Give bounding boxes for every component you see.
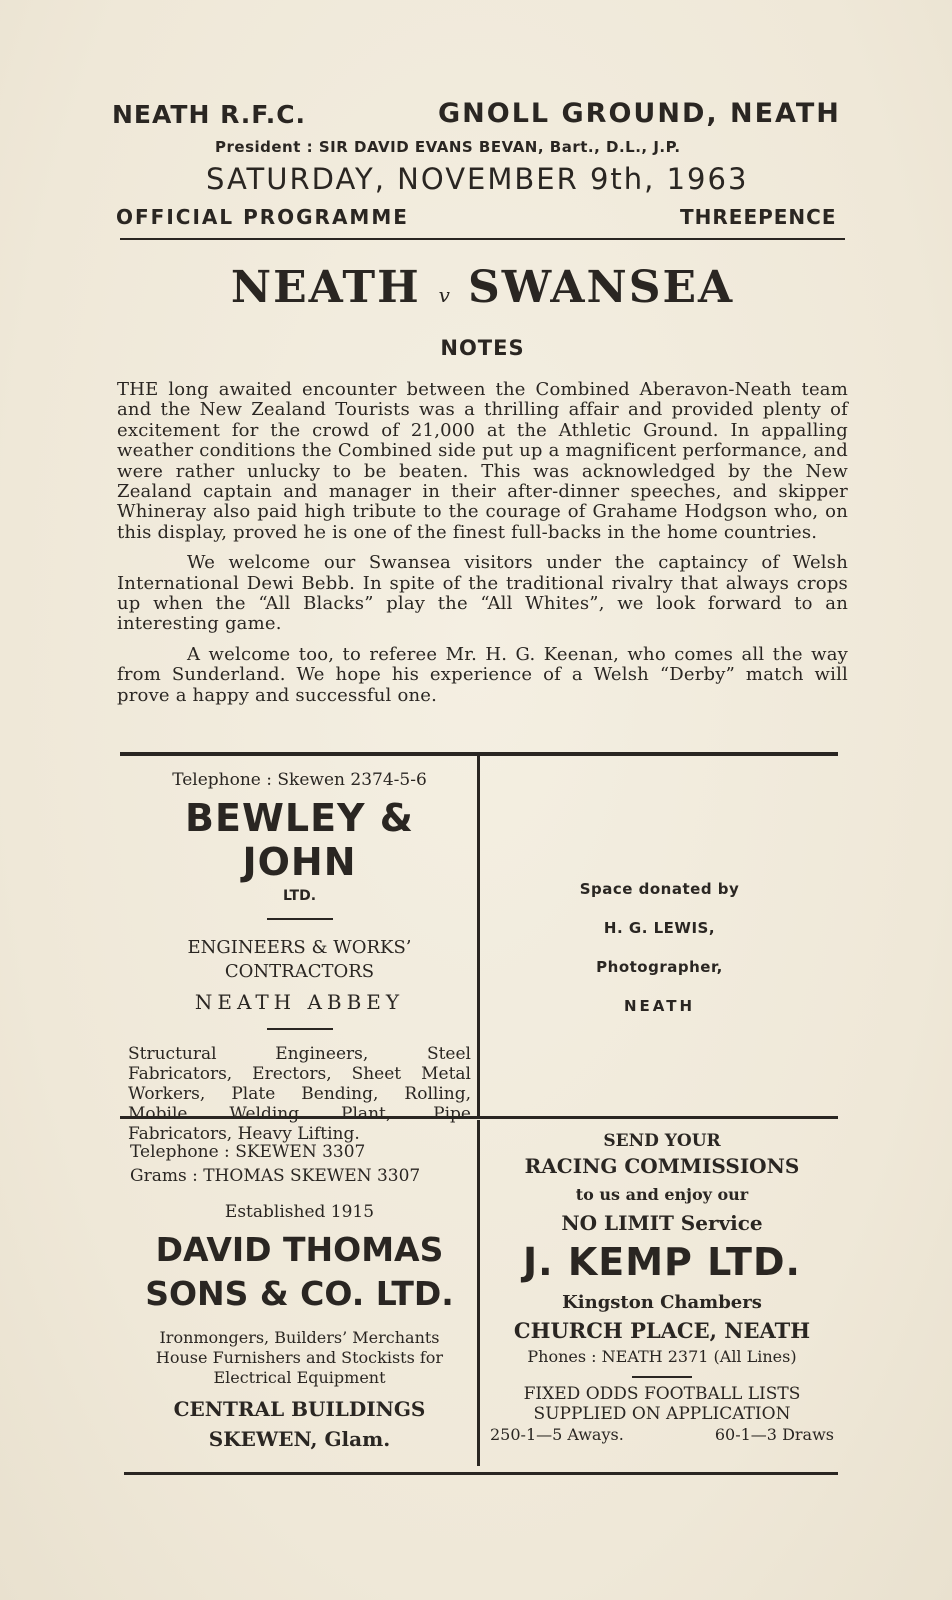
kemp-phones: Phones : NEATH 2371 (All Lines) xyxy=(527,1347,797,1366)
notes-title: NOTES xyxy=(440,336,525,360)
kemp-fixed-odds: SUPPLIED ON APPLICATION xyxy=(533,1404,791,1424)
kemp-odds xyxy=(482,1424,842,1446)
lewis-line: Space donated by xyxy=(579,880,740,898)
thomas-desc-line: Electrical Equipment xyxy=(213,1368,386,1387)
bewley-john-advert xyxy=(122,770,477,1144)
kemp-racing: RACING COMMISSIONS xyxy=(524,1154,800,1178)
notes-paragraph: A welcome too, to referee Mr. H. G. Keenan, who comes all the way from Sunderland. We hope his experience of a Welsh “Derby” match will prove a happy and successful one. xyxy=(117,643,848,706)
bewley-divider xyxy=(267,918,333,920)
lewis-advert xyxy=(482,870,837,1026)
notes-body xyxy=(117,380,848,716)
ads-bottom-rule xyxy=(124,1472,838,1475)
bewley-company-name: BEWLEY & JOHN xyxy=(185,796,414,884)
bewley-trade-line: CONTRACTORS xyxy=(224,961,375,982)
kemp-odds-draws: 60-1—3 Draws xyxy=(714,1425,834,1444)
lewis-location: NEATH xyxy=(623,997,696,1015)
kemp-service: NO LIMIT Service xyxy=(561,1211,763,1235)
notes-paragraph: THE long awaited encounter between the Combined Aberavon-Neath team and the New Zealand Tourists was a thrilling affair and provided plenty of excitement for the crowd of 21,000 at the Athletic Ground. In appalling weather conditions the Combined side put up a magnificent performance, and were rather unlucky to be beaten. This was acknowledged by the New Zealand captain and manager in their after-dinner speeches, and skipper Whineray also paid high tribute to the courage of Grahame Hodgson who, on this display, proved he is one of the finest full-backs in the home countries. xyxy=(117,379,848,543)
fixture-heading xyxy=(120,262,845,313)
thomas-established: Established 1915 xyxy=(224,1202,375,1222)
kemp-enjoy: to us and enjoy our xyxy=(575,1185,749,1204)
thomas-address xyxy=(122,1394,477,1454)
home-team: NEATH xyxy=(230,262,421,313)
kemp-odds-aways: 250-1—5 Aways. xyxy=(490,1425,624,1444)
bewley-location: NEATH ABBEY xyxy=(194,990,405,1014)
thomas-company-name xyxy=(122,1228,477,1316)
kemp-company-name: J. KEMP LTD. xyxy=(523,1240,801,1284)
programme-label: OFFICIAL PROGRAMME xyxy=(116,205,409,229)
ads-lower-divider xyxy=(477,1120,480,1466)
thomas-grams: Grams : THOMAS SKEWEN 3307 xyxy=(130,1166,421,1186)
thomas-name-line: DAVID THOMAS xyxy=(155,1230,444,1269)
kemp-chambers: Kingston Chambers xyxy=(562,1292,762,1313)
match-date: SATURDAY, NOVEMBER 9th, 1963 xyxy=(206,162,749,196)
kemp-advert xyxy=(482,1130,842,1446)
lewis-line: Photographer, xyxy=(596,958,723,976)
kemp-address: CHURCH PLACE, NEATH xyxy=(513,1318,811,1343)
thomas-name-line: SONS & CO. LTD. xyxy=(145,1274,454,1313)
kemp-fixed-odds: FIXED ODDS FOOTBALL LISTS xyxy=(523,1384,801,1404)
thomas-telephone: Telephone : SKEWEN 3307 xyxy=(130,1142,366,1162)
notes-paragraph: We welcome our Swansea visitors under the captaincy of Welsh International Dewi Bebb. In spite of the traditional rivalry that always crops up when the “All Blacks” play the “All Whites”, we look forward to an interesting game. xyxy=(117,552,848,635)
thomas-desc-line: Ironmongers, Builders’ Merchants xyxy=(159,1328,440,1347)
bewley-ltd: LTD. xyxy=(282,888,317,904)
lewis-name: H. G. LEWIS, xyxy=(603,919,716,937)
thomas-address-line: SKEWEN, Glam. xyxy=(208,1427,391,1451)
kemp-divider xyxy=(632,1376,692,1378)
versus-label: v xyxy=(438,283,450,307)
ads-upper-divider xyxy=(477,756,480,1116)
bewley-trade-line: ENGINEERS & WORKS’ xyxy=(187,937,412,958)
header-divider xyxy=(120,238,845,240)
thomas-desc-line: House Furnishers and Stockists for xyxy=(155,1348,444,1367)
bewley-description: Structural Engineers, Steel Fabricators, Erectors, Sheet Metal Workers, Plate Bending, Rolling, Mobile Welding Plant, Pipe Fabricators, Heavy Lifting. xyxy=(128,1044,471,1144)
president-line: President : SIR DAVID EVANS BEVAN, Bart., D.L., J.P. xyxy=(215,138,681,156)
bewley-divider xyxy=(267,1028,333,1030)
bewley-telephone: Telephone : Skewen 2374-5-6 xyxy=(172,770,427,790)
thomas-description xyxy=(122,1328,477,1388)
price-label: THREEPENCE xyxy=(680,205,837,229)
thomas-address-line: CENTRAL BUILDINGS xyxy=(173,1397,426,1421)
away-team: SWANSEA xyxy=(467,262,735,313)
david-thomas-advert xyxy=(122,1140,477,1454)
kemp-send: SEND YOUR xyxy=(603,1131,721,1151)
club-name: NEATH R.F.C. xyxy=(112,100,307,129)
ground-name: GNOLL GROUND, NEATH xyxy=(438,98,841,129)
